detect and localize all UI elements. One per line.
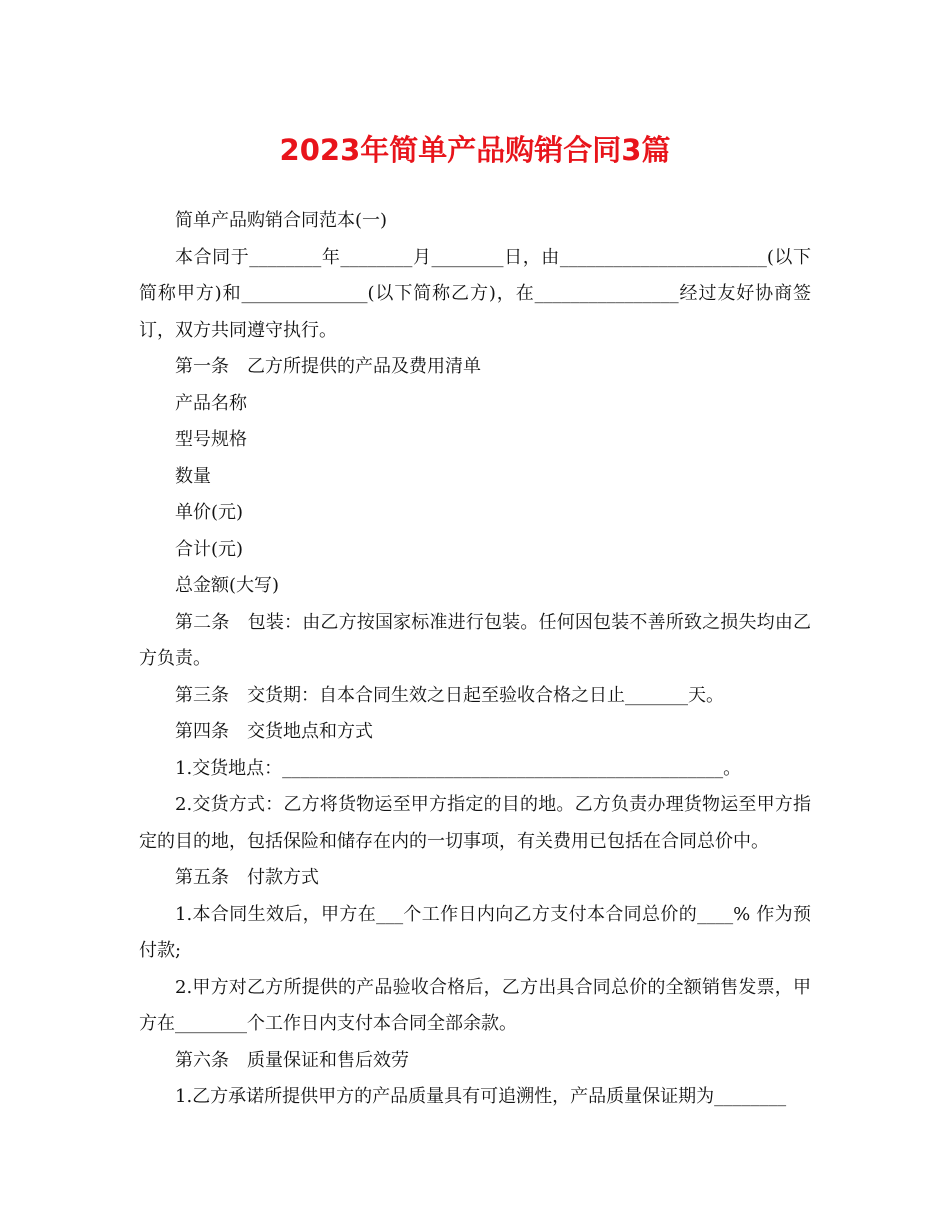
list-item: 型号规格: [175, 429, 247, 450]
list-item: 合计(元): [175, 538, 244, 560]
section-heading: 简单产品购销合同范本(一): [175, 210, 388, 231]
list-item: 单价(元): [175, 502, 244, 523]
paragraph: 第二条 包装：由乙方按国家标准进行包装。任何因包装不善所致之损失均由乙方负责。: [139, 611, 811, 669]
paragraph: 1.交货地点：_________________________________________________。: [175, 757, 742, 779]
article-heading: 第一条 乙方所提供的产品及费用清单: [175, 356, 481, 377]
list-item: 总金额(大写): [175, 575, 280, 596]
paragraph: 第三条 交货期：自本合同生效之日起至验收合格之日止_______天。: [175, 684, 724, 706]
list-item: 数量: [175, 465, 211, 487]
paragraph: 2.交货方式：乙方将货物运至甲方指定的目的地。乙方负责办理货物运至甲方指定的目的地，包括保险和储存在内的一切事项，有关费用已包括在合同总价中。: [139, 794, 811, 852]
document-title: 2023年简单产品购销合同3篇: [279, 133, 671, 167]
paragraph: 本合同于________年________月________日，由_______________________(以下简称甲方)和______________(以下简称乙方)，在________________经过友好协商签订，双方共同遵守执行。: [139, 246, 811, 341]
article-heading: 第六条 质量保证和售后效劳: [175, 1049, 409, 1071]
paragraph: 1.乙方承诺所提供甲方的产品质量具有可追溯性，产品质量保证期为________: [175, 1086, 787, 1107]
article-heading: 第四条 交货地点和方式: [175, 721, 373, 742]
document-body: [139, 203, 811, 1116]
paragraph: 1.本合同生效后，甲方在___个工作日内向乙方支付本合同总价的____% 作为预付款;: [139, 903, 811, 961]
article-heading: 第五条 付款方式: [175, 867, 319, 888]
list-item: 产品名称: [175, 392, 247, 414]
paragraph: 2.甲方对乙方所提供的产品验收合格后，乙方出具合同总价的全额销售发票，甲方在________个工作日内支付本合同全部余款。: [139, 976, 811, 1034]
